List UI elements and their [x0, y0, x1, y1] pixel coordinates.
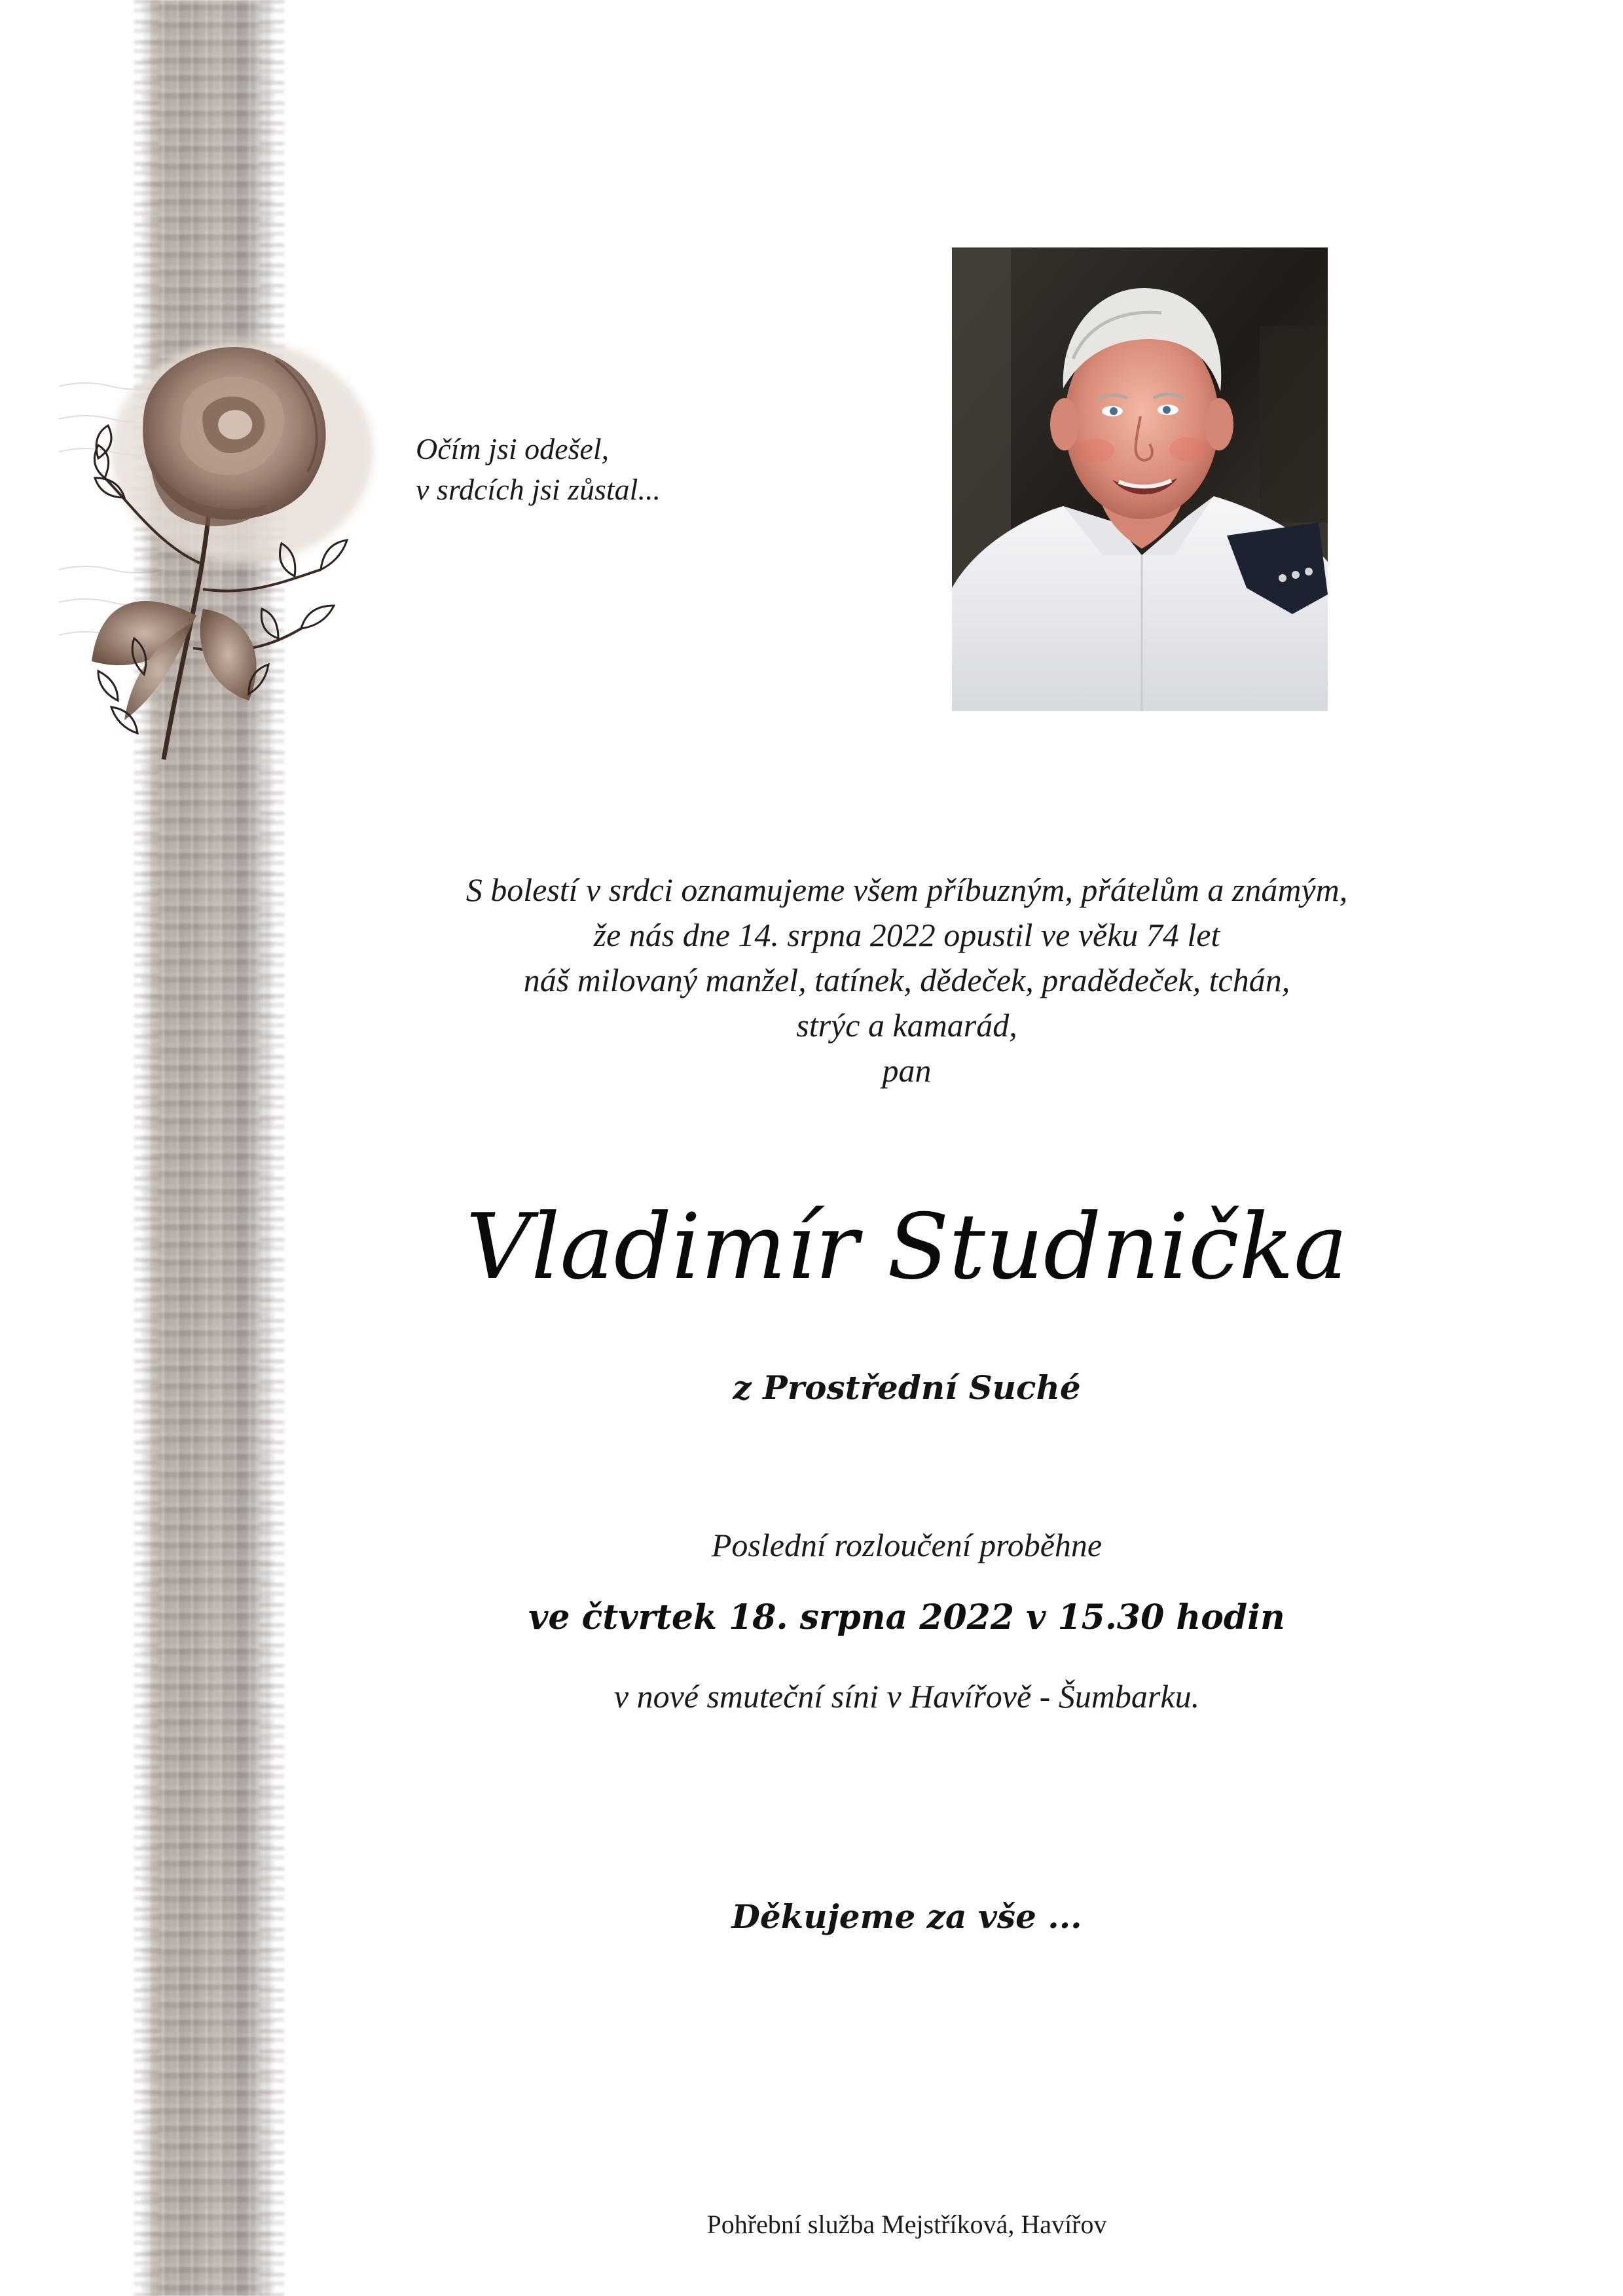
ceremony-intro: Poslední rozloučení proběhne — [711, 1527, 1103, 1563]
undertaker-credit: Pohřební služba Mejstříková, Havířov — [706, 2210, 1107, 2239]
ceremony-details — [282, 1522, 1532, 1719]
announcement-line: náš milovaný manžel, tatínek, dědeček, pradědeček, tchán, — [523, 962, 1290, 998]
ceremony-location: v nové smuteční síni v Havířově - Šumbarku. — [613, 1678, 1200, 1715]
closing-thanks: Děkujeme za vše ... — [731, 1897, 1082, 1936]
ceremony-datetime: ve čtvrtek 18. srpna 2022 v 15.30 hodin — [528, 1597, 1285, 1637]
announcement-line: pan — [882, 1052, 932, 1089]
deceased-name: Vladimír Studnička — [465, 1194, 1348, 1300]
rose-icon — [52, 308, 393, 766]
deceased-origin: z Prostřední Suché — [733, 1368, 1081, 1407]
portrait-photo — [952, 247, 1328, 711]
epigraph-line: Očím jsi odešel, — [416, 432, 610, 465]
epigraph-line: v srdcích jsi zůstal... — [416, 473, 661, 506]
announcement-line: S bolestí v srdci oznamujeme všem příbuzným, přátelům a známým, — [465, 871, 1348, 908]
announcement — [282, 867, 1532, 1093]
epigraph — [416, 429, 756, 510]
announcement-line: strýc a kamarád, — [796, 1007, 1017, 1044]
announcement-line: že nás dne 14. srpna 2022 opustil ve věku 74 let — [593, 917, 1220, 953]
